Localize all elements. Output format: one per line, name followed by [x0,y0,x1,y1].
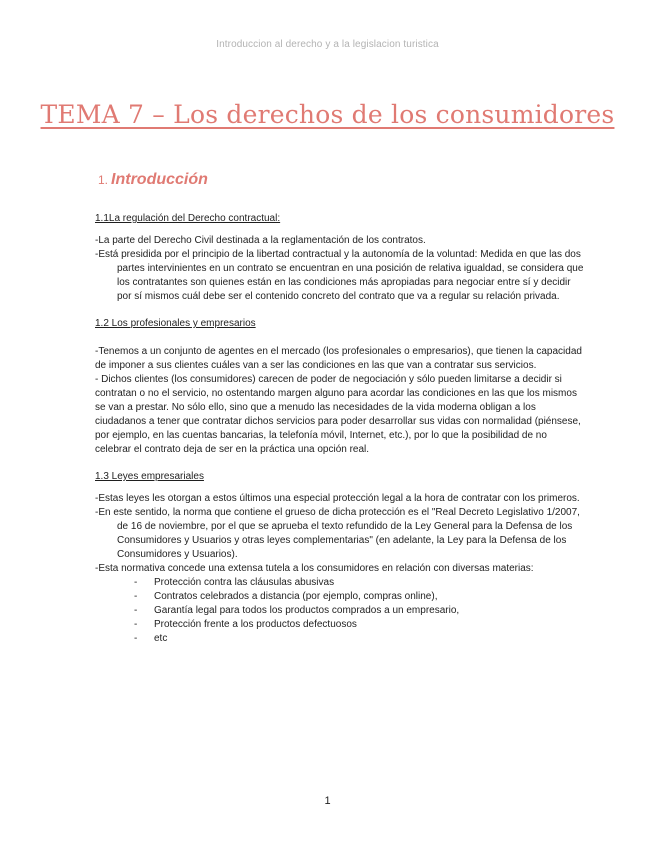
list-item-text: Garantía legal para todos los productos comprados a un empresario, [154,605,460,616]
paragraph: - Dichos clientes (los consumidores) carecen de poder de negociación y sólo pueden limitarse a decidir si contratan o no el servicio, no ostentando margen alguno para acordar las condiciones en las que los mismos se van a prestar. No sólo ello, sino que a menudo las necesidades de la vida moderna obligan a los ciudadanos a tener que contratar dichos servicios para poder desarrollar sus vidas con normalidad (piénsese, por ejemplo, en las cuentas bancarias, la telefonía móvil, Internet, etc.), por lo que la posibilidad de no celebrar el contrato deja de ser en la práctica una opción real. [95,374,581,455]
subsection-heading: 1.1La regulación del Derecho contractual: [95,213,281,224]
list-item-text: etc [154,633,168,644]
paragraph: -Esta normativa concede una extensa tutela a los consumidores en relación con diversas materias: [95,563,534,574]
section-heading [98,171,208,189]
subsection-1-2 [95,317,585,457]
section-number: 1. [98,173,109,187]
list-item: - Protección contra las cláusulas abusivas [134,577,335,588]
list-item-text: Protección frente a los productos defectuosos [154,619,357,630]
page-number: 1 [324,795,331,807]
list-item: - Protección frente a los productos defectuosos [134,619,357,630]
subsection-heading: 1.2 Los profesionales y empresarios [95,318,256,329]
paragraph: -La parte del Derecho Civil destinada a la reglamentación de los contratos. [95,235,426,246]
list-item-text: Contratos celebrados a distancia (por ejemplo, compras online), [154,591,438,602]
list-item: - Garantía legal para todos los productos comprados a un empresario, [134,605,460,616]
section-label: Introducción [111,171,208,188]
paragraph: -Tenemos a un conjunto de agentes en el mercado (los profesionales o empresarios), que tienen la capacidad de imponer a sus clientes cuáles van a ser las condiciones en las que van a contratar sus servicios. [95,346,582,371]
list-item: - etc [134,633,168,644]
document-title: TEMA 7 – Los derechos de los consumidores [40,100,615,129]
subsection-heading: 1.3 Leyes empresariales [95,471,204,482]
subsection-1-1 [95,212,585,304]
list-item-text: Protección contra las cláusulas abusivas [154,577,335,588]
paragraph: -En este sentido, la norma que contiene el grueso de dicha protección es el "Real Decreto Legislativo 1/2007, de 16 de noviembre, por el que se aprueba el texto refundido de la Ley General para la Defensa de los Consumidores y Usuarios y otras leyes complementarias" (en adelante, la Ley para la Defensa de los Consumidores y Usuarios). [95,507,580,560]
paragraph: -Está presidida por el principio de la libertad contractual y la autonomía de la voluntad: Medida en que las dos partes intervinientes en un contrato se encuentran en una posición de relativa igualdad, se considera que los contratantes son quienes están en las condiciones más apropiadas para negociar entre sí y decidir por sí mismos cuál debe ser el contenido concreto del contrato que va a regular su relación privada. [95,249,584,302]
subsection-1-3 [95,470,585,646]
document-body [95,212,585,646]
list-item: - Contratos celebrados a distancia (por ejemplo, compras online), [134,591,438,602]
paragraph: -Estas leyes les otorgan a estos últimos una especial protección legal a la hora de contratar con los primeros. [95,493,580,504]
page-header: Introduccion al derecho y a la legislacion turistica [216,39,439,50]
